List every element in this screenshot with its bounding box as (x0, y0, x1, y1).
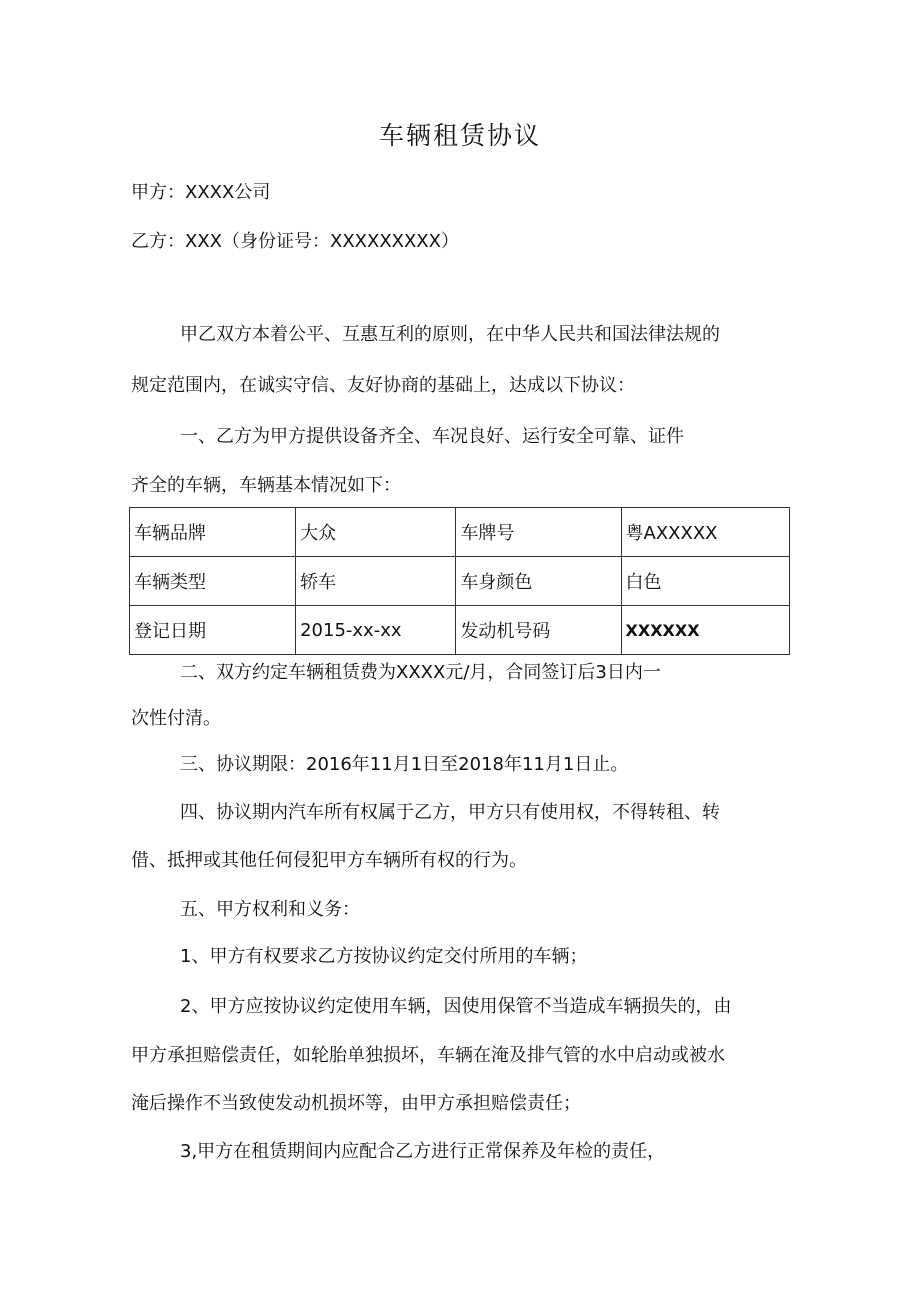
table-cell: XXXXXX (621, 606, 789, 655)
document-title: 车辆租赁协议 (378, 121, 541, 150)
clause-2-line-1: 二、双方约定车辆租赁费为XXXX元/月，合同签订后3日内一 (180, 662, 661, 683)
table-cell: 大众 (296, 508, 456, 557)
clause-4-line-2: 借、抵押或其他任何侵犯甲方车辆所有权的行为。 (131, 850, 527, 871)
table-cell: 轿车 (296, 557, 456, 606)
table-cell: 车牌号 (456, 508, 621, 557)
table-cell: 车辆品牌 (130, 508, 296, 557)
table-cell: 登记日期 (130, 606, 296, 655)
table-row (130, 508, 790, 557)
table-cell: 白色 (621, 557, 789, 606)
item-2-line-2: 甲方承担赔偿责任，如轮胎单独损坏，车辆在淹及排气管的水中启动或被水 (131, 1045, 725, 1066)
table-row (130, 606, 790, 655)
clause-4-line-1: 四、协议期内汽车所有权属于乙方，甲方只有使用权，不得转租、转 (180, 802, 720, 823)
table-cell: 2015-xx-xx (296, 606, 456, 655)
clause-2-line-2: 次性付清。 (131, 708, 221, 729)
vehicle-info-table (129, 507, 790, 655)
item-3: 3,甲方在租赁期间内应配合乙方进行正常保养及年检的责任， (180, 1141, 666, 1162)
table-row (130, 557, 790, 606)
clause-5: 五、甲方权利和义务： (180, 899, 360, 920)
table-cell: 车辆类型 (130, 557, 296, 606)
item-1: 1、甲方有权要求乙方按协议约定交付所用的车辆； (180, 946, 588, 967)
clause-3: 三、协议期限：2016年11月1日至2018年11月1日止。 (180, 754, 629, 775)
intro-line-2: 规定范围内，在诚实守信、友好协商的基础上，达成以下协议： (131, 375, 635, 396)
item-2-line-1: 2、甲方应按协议约定使用车辆，因使用保管不当造成车辆损失的，由 (180, 996, 732, 1017)
intro-line-1: 甲乙双方本着公平、互惠互利的原则，在中华人民共和国法律法规的 (180, 324, 720, 345)
table-cell: 车身颜色 (456, 557, 621, 606)
table-cell: 发动机号码 (456, 606, 621, 655)
clause-1-line-1: 一、乙方为甲方提供设备齐全、车况良好、运行安全可靠、证件 (180, 426, 684, 447)
party-a: 甲方：XXXX公司 (131, 182, 271, 203)
item-2-line-3: 淹后操作不当致使发动机损坏等，由甲方承担赔偿责任； (131, 1093, 581, 1114)
party-b: 乙方：XXX（身份证号：XXXXXXXXX） (131, 231, 459, 252)
table-cell: 粤AXXXXX (621, 508, 789, 557)
clause-1-line-2: 齐全的车辆，车辆基本情况如下： (131, 475, 401, 496)
